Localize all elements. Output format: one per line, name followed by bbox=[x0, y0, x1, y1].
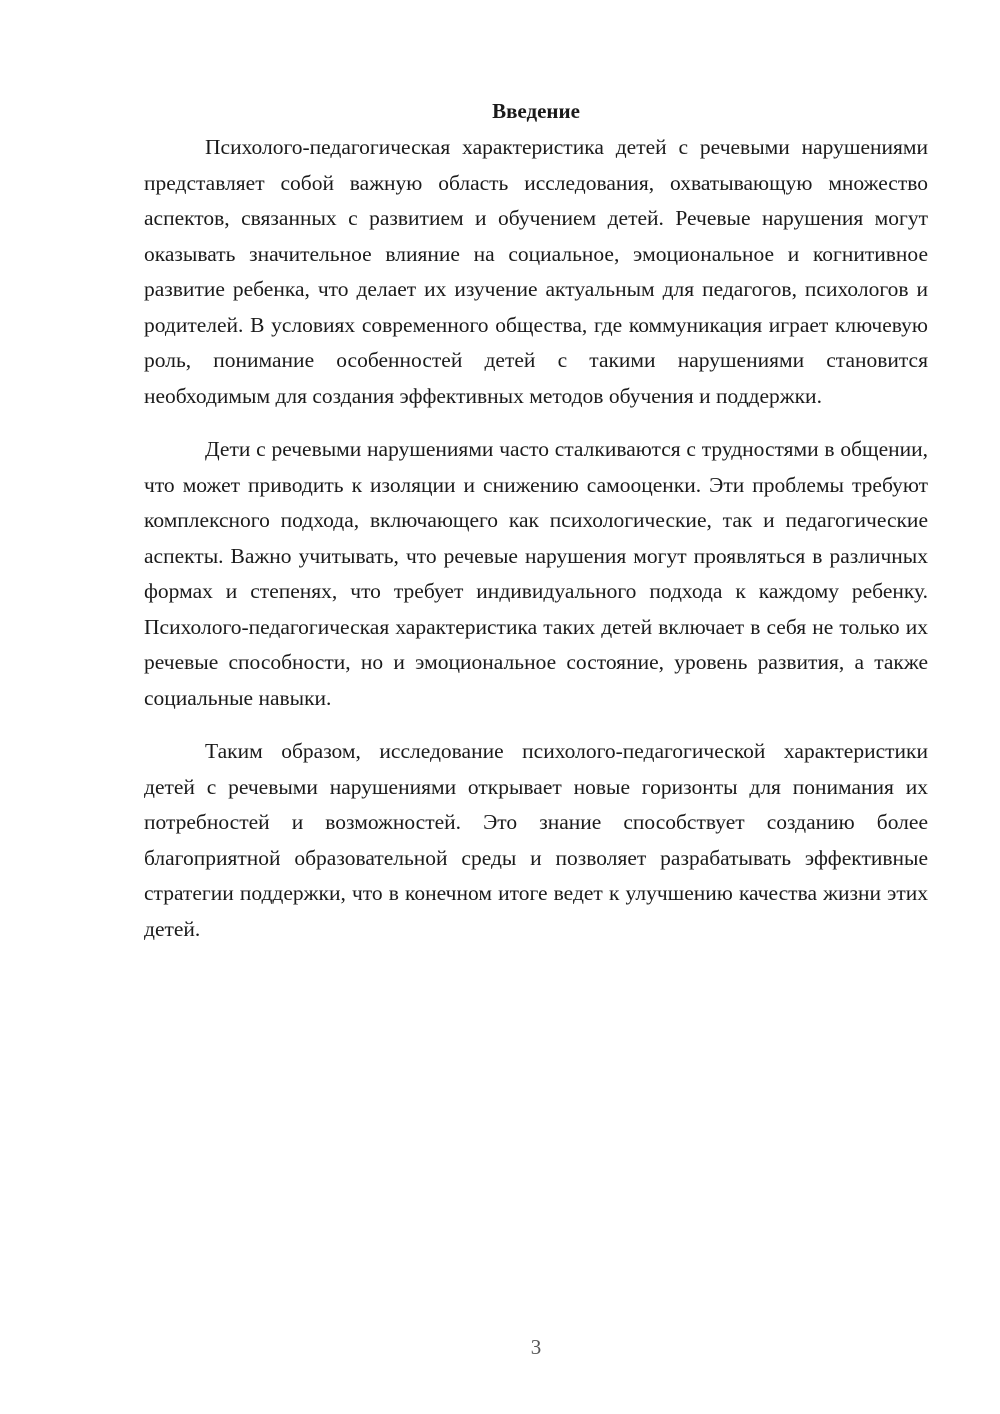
paragraph-2: Дети с речевыми нарушениями часто сталкиваются с трудностями в общении, что может приводить к изоляции и снижению самооценки. Эти проблемы требуют комплексного подхода, включающего как психологические, так и педагогические аспекты. Важно учитывать, что речевые нарушения могут проявляться в различных формах и степенях, что требует индивидуального подхода к каждому ребенку. Психолого-педагогическая характеристика таких детей включает в себя не только их речевые способности, но и эмоциональное состояние, уровень развития, а также социальные навыки. bbox=[144, 437, 928, 710]
section-title: Введение bbox=[492, 99, 580, 123]
paragraph-1: Психолого-педагогическая характеристика детей с речевыми нарушениями представляет собой важную область исследования, охватывающую множество аспектов, связанных с развитием и обучением детей. Речевые нарушения могут оказывать значительное влияние на социальное, эмоциональное и когнитивное развитие ребенка, что делает их изучение актуальным для педагогов, психологов и родителей. В условиях современного общества, где коммуникация играет ключевую роль, понимание особенностей детей с такими нарушениями становится необходимым для создания эффективных методов обучения и поддержки. bbox=[144, 135, 928, 408]
page-content bbox=[144, 96, 928, 965]
page-number: 3 bbox=[530, 1335, 542, 1359]
paragraph-3: Таким образом, исследование психолого-педагогической характеристики детей с речевыми нарушениями открывает новые горизонты для понимания их потребностей и возможностей. Это знание способствует созданию более благоприятной образовательной среды и позволяет разрабатывать эффективные стратегии поддержки, что в конечном итоге ведет к улучшению качества жизни этих детей. bbox=[144, 739, 928, 941]
